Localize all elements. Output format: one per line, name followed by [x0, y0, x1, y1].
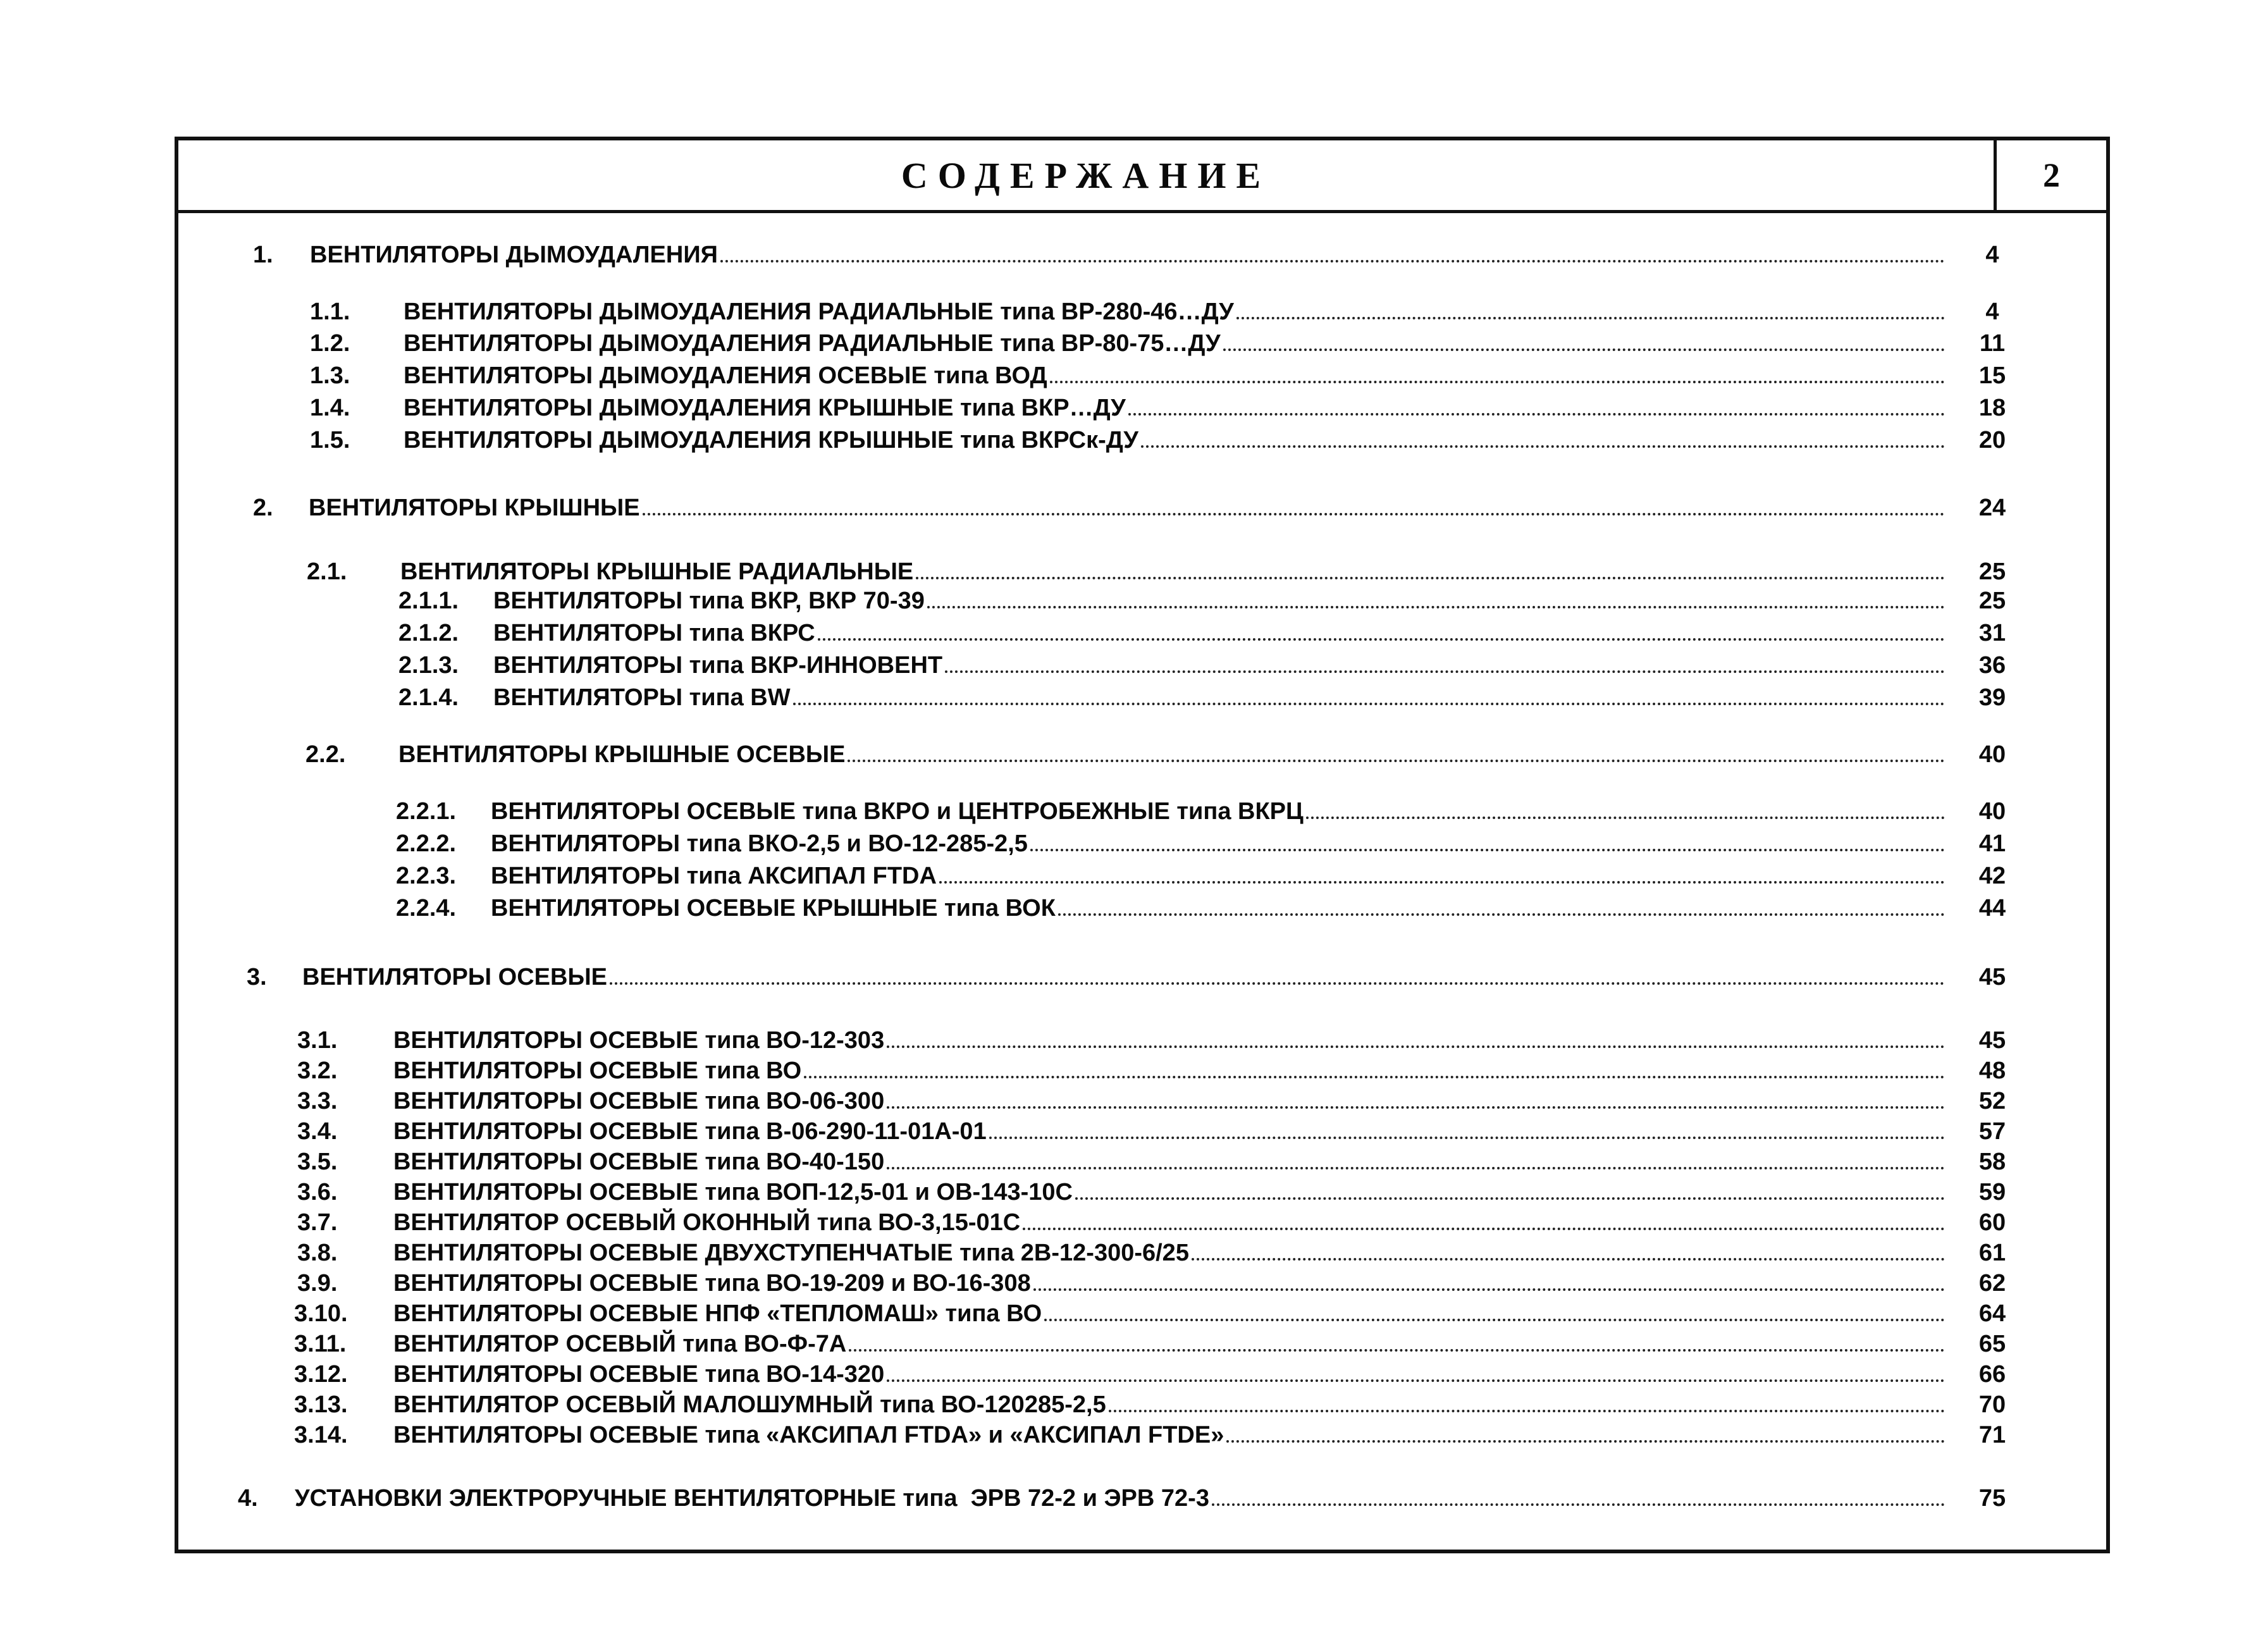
dot-leader: [1058, 894, 1945, 916]
toc-entry: [0, 329, 2214, 358]
toc-entry: [0, 393, 2214, 422]
toc-entry: [0, 1421, 2214, 1450]
toc-entry: [0, 240, 2214, 269]
toc-entry-number: 3.6.: [297, 1179, 338, 1205]
dot-leader: [1044, 1300, 1945, 1321]
dot-leader: [916, 558, 1945, 579]
toc-entry-title-line: [393, 1390, 1945, 1419]
toc-entry-title-line: [393, 1178, 1945, 1207]
toc-entry-page: 4: [1985, 242, 1999, 268]
toc-entry: [0, 651, 2214, 680]
toc-entry-title-line: [309, 493, 1945, 522]
toc-entry-page: 4: [1985, 299, 1999, 325]
toc-entry-title: ВЕНТИЛЯТОРЫ типа АКСИПАЛ FTDA: [491, 863, 937, 889]
toc-entry-page: 64: [1978, 1300, 2006, 1327]
toc-entry-page: 11: [1979, 330, 2006, 357]
toc-entry-title: ВЕНТИЛЯТОРЫ ОСЕВЫЕ типа «АКСИПАЛ FTDA» и «АКСИПАЛ FTDE»: [393, 1422, 1224, 1448]
toc-entry: [0, 1026, 2214, 1055]
dot-leader: [927, 587, 1945, 608]
toc-entry-page: 31: [1978, 620, 2006, 646]
toc-entry-title: ВЕНТИЛЯТОРЫ ДЫМОУДАЛЕНИЯ: [310, 242, 718, 268]
toc-entry: [0, 1087, 2214, 1116]
toc-entry: [0, 963, 2214, 992]
toc-entry-title-line: [493, 586, 1945, 615]
contents-header: [178, 140, 2106, 213]
toc-entry-page: 41: [1978, 830, 2006, 857]
toc-entry: [0, 426, 2214, 455]
toc-entry: [0, 1360, 2214, 1389]
toc-entry-page: 42: [1978, 863, 2006, 889]
toc-entry-number: 1.1.: [310, 299, 350, 325]
toc-entry: [0, 861, 2214, 891]
toc-entry-title-line: [393, 1238, 1945, 1267]
toc-entry: [0, 1299, 2214, 1328]
toc-entry-number: 2.1.: [307, 558, 347, 585]
toc-entry: [0, 297, 2214, 326]
toc-entry-number: 4.: [238, 1485, 258, 1512]
toc-entry-title: ВЕНТИЛЯТОРЫ ДЫМОУДАЛЕНИЯ КРЫШНЫЕ типа ВКРСк-ДУ: [404, 427, 1138, 453]
toc-entry-page: 40: [1978, 798, 2006, 825]
toc-entry-number: 2.2.3.: [396, 863, 457, 889]
toc-entry-title: ВЕНТИЛЯТОРЫ типа ВКО-2,5 и ВО-12-285-2,5: [491, 830, 1028, 857]
toc-entry-title: ВЕНТИЛЯТОР ОСЕВЫЙ типа ВО-Ф-7А: [393, 1331, 847, 1357]
toc-entry: [0, 1178, 2214, 1207]
toc-entry: [0, 1147, 2214, 1176]
dot-leader: [1109, 1391, 1945, 1412]
toc-entry-title: ВЕНТИЛЯТОРЫ ОСЕВЫЕ типа ВО: [393, 1057, 802, 1084]
toc-entry-title-line: [310, 240, 1945, 269]
dot-leader: [804, 1057, 1945, 1078]
toc-entry-page: 71: [1978, 1422, 2006, 1448]
dot-leader: [818, 619, 1945, 641]
toc-entry-number: 3.12.: [294, 1361, 348, 1388]
toc-entry-title: ВЕНТИЛЯТОРЫ КРЫШНЫЕ ОСЕВЫЕ: [398, 741, 846, 768]
toc-entry-title: ВЕНТИЛЯТОРЫ ОСЕВЫЕ типа ВКРО и ЦЕНТРОБЕЖНЫЕ типа ВКРЦ: [491, 798, 1304, 825]
toc-entry-number: 2.2.2.: [396, 830, 457, 857]
toc-entry: [0, 1208, 2214, 1237]
toc-entry-title-line: [393, 1360, 1945, 1389]
toc-entry-number: 3.10.: [294, 1300, 348, 1327]
toc-entry-number: 3.5.: [297, 1149, 338, 1175]
dot-leader: [1030, 830, 1945, 851]
dot-leader: [989, 1118, 1945, 1139]
toc-entry-title-line: [393, 1087, 1945, 1116]
toc-entry-page: 75: [1978, 1485, 2006, 1512]
toc-entry-title: ВЕНТИЛЯТОРЫ КРЫШНЫЕ: [309, 495, 640, 521]
toc-entry-page: 65: [1978, 1331, 2006, 1357]
toc-entry-page: 61: [1978, 1240, 2006, 1266]
toc-entry-title-line: [295, 1484, 1945, 1513]
toc-entry-title-line: [393, 1056, 1945, 1085]
toc-entry-title: ВЕНТИЛЯТОРЫ типа ВКРС: [493, 620, 815, 646]
toc-entry-number: 2.1.1.: [398, 588, 459, 614]
toc-entry-number: 3.13.: [294, 1391, 348, 1418]
toc-entry-title: ВЕНТИЛЯТОРЫ КРЫШНЫЕ РАДИАЛЬНЫЕ: [400, 558, 914, 585]
toc-entry-page: 24: [1978, 495, 2006, 521]
toc-entry-page: 45: [1978, 1027, 2006, 1054]
dot-leader: [1192, 1239, 1945, 1261]
toc-entry-title: ВЕНТИЛЯТОРЫ ОСЕВЫЕ типа ВО-12-303: [393, 1027, 885, 1054]
toc-entry-title-line: [491, 894, 1945, 923]
toc-entry-title-line: [302, 963, 1945, 992]
toc-entry-page: 44: [1978, 895, 2006, 922]
toc-entry: [0, 683, 2214, 712]
dot-leader: [887, 1148, 1945, 1169]
sheet-page-number: 2: [1994, 140, 2106, 210]
toc-entry-page: 52: [1978, 1088, 2006, 1114]
toc-entry-page: 25: [1978, 558, 2006, 585]
toc-entry-title-line: [404, 393, 1945, 422]
toc-entry-title-line: [491, 797, 1945, 826]
toc-entry-page: 18: [1978, 395, 2006, 421]
dot-leader: [1075, 1178, 1945, 1200]
dot-leader: [1223, 330, 1945, 351]
toc-entry-title-line: [491, 861, 1945, 891]
toc-entry: [0, 586, 2214, 615]
toc-entry-number: 3.2.: [297, 1057, 338, 1084]
toc-entry-title: ВЕНТИЛЯТОРЫ типа ВКР-ИННОВЕНТ: [493, 652, 943, 679]
dot-leader: [1033, 1269, 1945, 1291]
dot-leader: [887, 1360, 1945, 1382]
toc-entry-title: ВЕНТИЛЯТОРЫ ОСЕВЫЕ типа ВОП-12,5-01 и ОВ-143-10С: [393, 1179, 1073, 1205]
dot-leader: [1050, 362, 1945, 383]
toc-entry-title: ВЕНТИЛЯТОРЫ ОСЕВЫЕ типа ВО-14-320: [393, 1361, 885, 1388]
toc-entry-title: ВЕНТИЛЯТОРЫ ОСЕВЫЕ КРЫШНЫЕ типа ВОК: [491, 895, 1056, 922]
dot-leader: [887, 1026, 1945, 1048]
toc-entry: [0, 361, 2214, 390]
toc-entry-title: ВЕНТИЛЯТОРЫ ДЫМОУДАЛЕНИЯ РАДИАЛЬНЫЕ типа ВР-280-46…ДУ: [404, 299, 1234, 325]
toc-entry-title: ВЕНТИЛЯТОРЫ ОСЕВЫЕ типа ВО-19-209 и ВО-16-308: [393, 1270, 1031, 1297]
toc-entry-number: 1.3.: [310, 362, 350, 389]
toc-entry-title-line: [404, 426, 1945, 455]
toc-entry-title-line: [404, 361, 1945, 390]
toc-entry-title-line: [393, 1269, 1945, 1298]
toc-entry-number: 3.14.: [294, 1422, 348, 1448]
dot-leader: [887, 1087, 1945, 1109]
toc-entry-page: 70: [1978, 1391, 2006, 1418]
toc-entry-number: 1.4.: [310, 395, 350, 421]
dot-leader: [1306, 798, 1945, 819]
toc-entry-page: 39: [1978, 684, 2006, 711]
toc-entry-title-line: [393, 1299, 1945, 1328]
toc-entry-page: 25: [1978, 588, 2006, 614]
toc-entry-number: 2.1.2.: [398, 620, 459, 646]
toc-entry: [0, 1269, 2214, 1298]
dot-leader: [1128, 394, 1945, 416]
dot-leader: [643, 494, 1945, 515]
toc-entry: [0, 493, 2214, 522]
toc-entry-number: 2.2.4.: [396, 895, 457, 922]
dot-leader: [849, 1330, 1945, 1352]
toc-entry-page: 20: [1978, 427, 2006, 453]
toc-entry-page: 59: [1978, 1179, 2006, 1205]
toc-entry-title-line: [400, 557, 1945, 586]
toc-entry-title: ВЕНТИЛЯТОРЫ ОСЕВЫЕ НПФ «ТЕПЛОМАШ» типа ВО: [393, 1300, 1042, 1327]
toc-entry-number: 3.4.: [297, 1118, 338, 1145]
toc-entry-number: 2.: [253, 495, 273, 521]
contents-title: СОДЕРЖАНИЕ: [901, 154, 1271, 196]
dot-leader: [1141, 426, 1945, 448]
dot-leader: [945, 651, 1945, 673]
toc-entry-title: ВЕНТИЛЯТОР ОСЕВЫЙ МАЛОШУМНЫЙ типа ВО-120285-2,5: [393, 1391, 1106, 1418]
toc-entry-title: ВЕНТИЛЯТОРЫ ДЫМОУДАЛЕНИЯ КРЫШНЫЕ типа ВКР…ДУ: [404, 395, 1126, 421]
toc-entry-title: ВЕНТИЛЯТОРЫ ОСЕВЫЕ типа ВО-40-150: [393, 1149, 885, 1175]
dot-leader: [720, 241, 1945, 262]
toc-entry-number: 1.: [253, 242, 273, 268]
dot-leader: [793, 684, 1945, 705]
toc-entry-title: ВЕНТИЛЯТОРЫ ОСЕВЫЕ типа В-06-290-11-01А-01: [393, 1118, 987, 1145]
toc-entry-page: 15: [1978, 362, 2006, 389]
toc-entry-number: 1.5.: [310, 427, 350, 453]
toc-entry-number: 2.2.1.: [396, 798, 457, 825]
toc-entry-title-line: [393, 1329, 1945, 1359]
toc-entry-title-line: [393, 1117, 1945, 1146]
toc-entry-number: 2.2.: [305, 741, 346, 768]
toc-entry-page: 40: [1978, 741, 2006, 768]
dot-leader: [1236, 298, 1945, 319]
toc-entry-title: ВЕНТИЛЯТОРЫ типа BW: [493, 684, 791, 711]
toc-entry-title-line: [393, 1147, 1945, 1176]
toc-entry-number: 3.3.: [297, 1088, 338, 1114]
toc-entry-number: 3.11.: [294, 1331, 347, 1357]
toc-entry: [0, 1390, 2214, 1419]
toc-entry-title: ВЕНТИЛЯТОР ОСЕВЫЙ ОКОННЫЙ типа ВО-3,15-01С: [393, 1209, 1021, 1236]
toc-entry: [0, 1238, 2214, 1267]
toc-entry: [0, 829, 2214, 858]
toc-entry-title-line: [404, 329, 1945, 358]
toc-entry-title-line: [393, 1208, 1945, 1237]
toc-entry-title-line: [493, 651, 1945, 680]
toc-entry: [0, 894, 2214, 923]
toc-entry: [0, 619, 2214, 648]
toc-entry-number: 2.1.3.: [398, 652, 459, 679]
toc-entry: [0, 1329, 2214, 1359]
toc-entry-title-line: [398, 740, 1945, 769]
dot-leader: [1212, 1484, 1945, 1506]
toc-entry-page: 62: [1978, 1270, 2006, 1297]
toc-entry: [0, 1056, 2214, 1085]
toc-entry-number: 3.7.: [297, 1209, 338, 1236]
toc-entry: [0, 1117, 2214, 1146]
toc-entry-number: 1.2.: [310, 330, 350, 357]
toc-entry-title: ВЕНТИЛЯТОРЫ типа ВКР, ВКР 70-39: [493, 588, 925, 614]
toc-entry-title: ВЕНТИЛЯТОРЫ ОСЕВЫЕ ДВУХСТУПЕНЧАТЫЕ типа 2В-12-300-6/25: [393, 1240, 1189, 1266]
toc-entry-page: 36: [1978, 652, 2006, 679]
dot-leader: [939, 862, 1945, 884]
toc-entry-title: ВЕНТИЛЯТОРЫ ДЫМОУДАЛЕНИЯ ОСЕВЫЕ типа ВОД: [404, 362, 1047, 389]
dot-leader: [1226, 1421, 1945, 1443]
toc-entry-title-line: [404, 297, 1945, 326]
toc-entry: [0, 797, 2214, 826]
toc-entry-number: 3.8.: [297, 1240, 338, 1266]
toc-entry-title-line: [493, 683, 1945, 712]
toc-entry-title-line: [491, 829, 1945, 858]
toc-entry-page: 57: [1978, 1118, 2006, 1145]
toc-entry-page: 60: [1978, 1209, 2006, 1236]
toc-entry-title-line: [493, 619, 1945, 648]
toc-entry-number: 3.1.: [297, 1027, 338, 1054]
toc-entry-page: 58: [1978, 1149, 2006, 1175]
dot-leader: [848, 741, 1945, 762]
toc-entry: [0, 740, 2214, 769]
toc-entry-number: 2.1.4.: [398, 684, 459, 711]
toc-entry-number: 3.: [247, 964, 267, 990]
toc-entry-title-line: [393, 1026, 1945, 1055]
dot-leader: [610, 963, 1945, 985]
dot-leader: [1023, 1209, 1945, 1230]
toc-entry-page: 48: [1978, 1057, 2006, 1084]
toc-entry-number: 3.9.: [297, 1270, 338, 1297]
toc-entry: [0, 557, 2214, 586]
toc-entry-title: ВЕНТИЛЯТОРЫ ДЫМОУДАЛЕНИЯ РАДИАЛЬНЫЕ типа ВР-80-75…ДУ: [404, 330, 1221, 357]
toc-entry-title: УСТАНОВКИ ЭЛЕКТРОРУЧНЫЕ ВЕНТИЛЯТОРНЫЕ типа ЭРВ 72-2 и ЭРВ 72-3: [295, 1485, 1209, 1512]
toc-entry-title: ВЕНТИЛЯТОРЫ ОСЕВЫЕ: [302, 964, 607, 990]
toc-entry-page: 45: [1978, 964, 2006, 990]
toc-entry: [0, 1484, 2214, 1513]
toc-entry-title: ВЕНТИЛЯТОРЫ ОСЕВЫЕ типа ВО-06-300: [393, 1088, 885, 1114]
toc-entry-page: 66: [1978, 1361, 2006, 1388]
toc-entry-title-line: [393, 1421, 1945, 1450]
